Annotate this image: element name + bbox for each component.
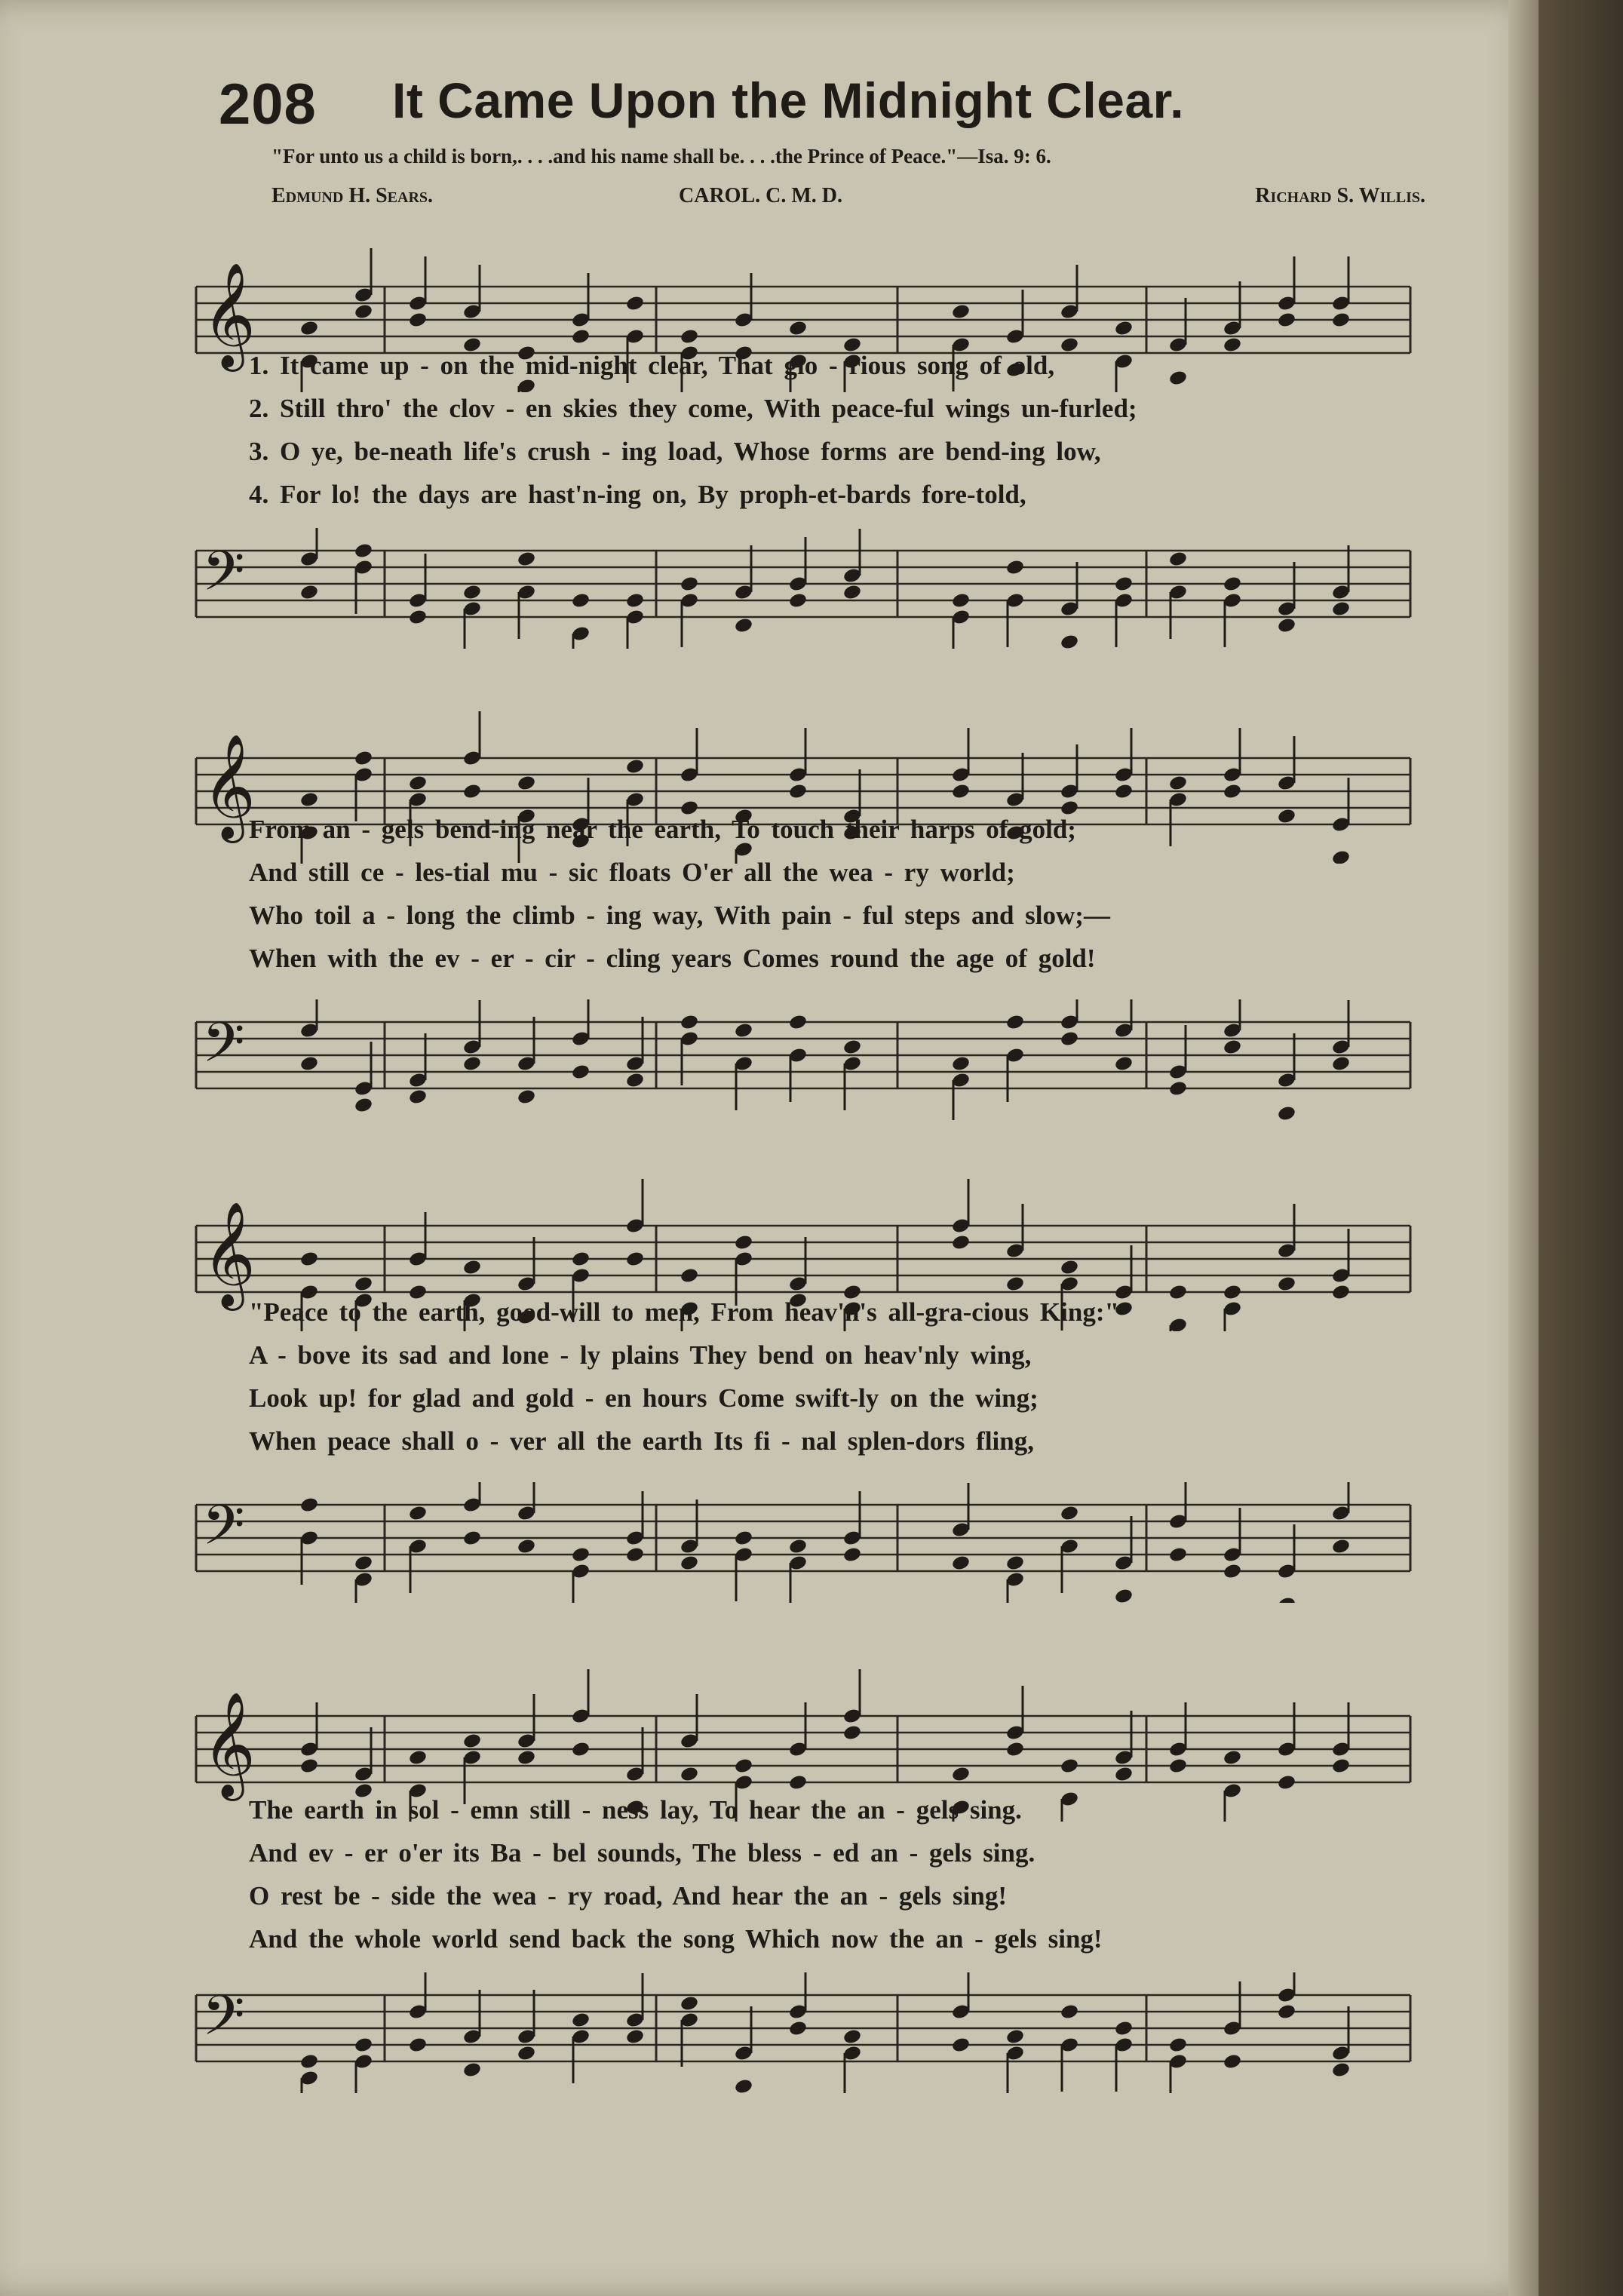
note-head xyxy=(354,1275,373,1293)
note-head xyxy=(1277,617,1296,634)
note-head xyxy=(354,2037,373,2054)
note-head xyxy=(951,783,971,800)
note-head xyxy=(299,1496,319,1514)
bass-clef-icon: 𝄢 xyxy=(202,539,245,616)
note-head xyxy=(408,1088,428,1106)
note-head xyxy=(734,1530,753,1547)
music-system-1 xyxy=(189,211,1418,649)
music-system-4 xyxy=(189,1641,1418,2108)
note-head xyxy=(734,1234,753,1251)
note-head xyxy=(1223,2053,1242,2070)
note-head xyxy=(299,791,319,809)
note-head xyxy=(625,1251,645,1268)
note-head xyxy=(1223,783,1242,800)
lyric-verse-2: 2. Still thro' the clov - en skies they come, With peace-ful wings un-furled; xyxy=(249,394,1137,423)
note-head xyxy=(408,2037,428,2054)
note-head xyxy=(1223,1749,1242,1767)
lyric-verse-3: O rest be - side the wea - ry road, And hear the an - gels sing! xyxy=(249,1881,1008,1911)
note-head xyxy=(517,775,536,792)
lyric-verse-2: A - bove its sad and lone - ly plains They bend on heav'nly wing, xyxy=(249,1340,1032,1370)
note-head xyxy=(842,1724,862,1742)
note-head xyxy=(1277,2003,1296,2021)
page-edge xyxy=(1508,0,1539,2296)
bass-staff xyxy=(189,1482,1418,1603)
bass-clef-icon: 𝄢 xyxy=(202,1493,245,1570)
note-head xyxy=(299,1055,319,1073)
note-head xyxy=(1168,551,1188,568)
hymn-title: It Came Upon the Midnight Clear. xyxy=(392,72,1185,128)
note-head xyxy=(842,584,862,601)
note-head xyxy=(842,1039,862,1056)
hymn-number: 208 xyxy=(219,72,317,137)
note-head xyxy=(680,576,699,593)
note-head xyxy=(951,1766,971,1783)
note-head xyxy=(1277,1105,1296,1120)
note-head xyxy=(1005,1275,1025,1293)
note-head xyxy=(951,1055,971,1073)
note-head xyxy=(1331,312,1351,329)
lyrics-block xyxy=(249,815,1425,996)
note-head xyxy=(571,1546,591,1564)
note-head xyxy=(462,584,482,601)
note-head xyxy=(788,783,808,800)
note-head xyxy=(1331,1538,1351,1555)
note-head xyxy=(517,2045,536,2062)
note-head xyxy=(1005,1555,1025,1572)
treble-clef-icon: 𝄞 xyxy=(202,1692,256,1797)
note-head xyxy=(842,2028,862,2046)
note-head xyxy=(680,1995,699,2012)
note-head xyxy=(408,609,428,626)
note-head xyxy=(788,320,808,337)
note-head xyxy=(1114,1055,1134,1073)
note-head xyxy=(951,1234,971,1251)
note-head xyxy=(354,1555,373,1572)
note-head xyxy=(625,2028,645,2046)
bass-clef-icon: 𝄢 xyxy=(202,1010,245,1088)
note-head xyxy=(571,1064,591,1081)
lyric-verse-1: "Peace to the earth, good-will to men, From heav'n's all-gra-cious King:" xyxy=(249,1297,1119,1327)
note-head xyxy=(571,592,591,609)
note-head xyxy=(1114,576,1134,593)
lyric-verse-1: From an - gels bend-ing near the earth, To touch their harps of gold; xyxy=(249,815,1076,844)
note-head xyxy=(299,1251,319,1268)
note-head xyxy=(1060,800,1079,817)
note-head xyxy=(408,775,428,792)
note-head xyxy=(1168,1757,1188,1775)
note-head xyxy=(571,328,591,345)
note-head xyxy=(1168,1546,1188,1564)
note-head xyxy=(1005,1014,1025,1031)
note-head xyxy=(734,1757,753,1775)
note-head xyxy=(1005,559,1025,576)
treble-clef-icon: 𝄞 xyxy=(202,734,256,839)
note-head xyxy=(299,584,319,601)
note-head xyxy=(1114,783,1134,800)
note-head xyxy=(951,592,971,609)
note-head xyxy=(625,592,645,609)
note-head xyxy=(788,1774,808,1791)
lyrics-block xyxy=(249,1795,1425,1976)
note-head xyxy=(354,542,373,560)
note-head xyxy=(1168,2037,1188,2054)
bass-staff xyxy=(189,1972,1418,2093)
note-head xyxy=(788,1014,808,1031)
lyrics-block xyxy=(249,351,1425,532)
note-head xyxy=(1114,320,1134,337)
note-head xyxy=(680,328,699,345)
lyric-verse-3: 3. O ye, be-neath life's crush - ing load, Whose forms are bend-ing low, xyxy=(249,437,1101,466)
bass-staff xyxy=(189,999,1418,1120)
note-head xyxy=(625,295,645,312)
bass-clef-icon: 𝄢 xyxy=(202,1983,245,2061)
note-head xyxy=(408,312,428,329)
note-head xyxy=(571,2012,591,2029)
note-head xyxy=(1331,1055,1351,1073)
lyric-verse-1: The earth in sol - emn still - ness lay, To hear the an - gels sing. xyxy=(249,1795,1022,1825)
note-head xyxy=(788,1538,808,1555)
note-head xyxy=(1060,1259,1079,1276)
note-head xyxy=(1005,1741,1025,1758)
credits-row xyxy=(272,184,1425,214)
tune-name: CAROL. C. M. D. xyxy=(679,184,842,207)
note-head xyxy=(1114,1588,1134,1603)
note-head xyxy=(571,1251,591,1268)
note-head xyxy=(299,320,319,337)
hymn-header xyxy=(219,72,1425,137)
note-head xyxy=(1114,2020,1134,2037)
note-head xyxy=(842,1546,862,1564)
note-head xyxy=(1277,1596,1296,1603)
note-head xyxy=(299,1757,319,1775)
note-head xyxy=(1060,2003,1079,2021)
scripture-epigraph: "For unto us a child is born,. . . .and his name shall be. . . .the Prince of Peace."—Isa. 9: 6. xyxy=(272,145,1051,167)
note-head xyxy=(1331,600,1351,618)
lyrics-block xyxy=(249,1297,1425,1478)
note-head xyxy=(625,1546,645,1564)
note-head xyxy=(1060,634,1079,649)
book-backing xyxy=(1539,0,1623,2296)
note-head xyxy=(951,303,971,321)
note-head xyxy=(680,1014,699,1031)
note-head xyxy=(1168,1080,1188,1097)
note-head xyxy=(517,1088,536,1106)
note-head xyxy=(354,1097,373,1114)
note-head xyxy=(734,617,753,634)
note-head xyxy=(1060,1030,1079,1048)
composer-credit: Richard S. Willis. xyxy=(1255,184,1425,207)
note-head xyxy=(1223,1563,1242,1580)
note-head xyxy=(462,1733,482,1750)
music-system-3 xyxy=(189,1150,1418,1618)
note-head xyxy=(1277,1774,1296,1791)
note-head xyxy=(1331,2061,1351,2079)
lyric-verse-4: When with the ev - er - cir - cling years Comes round the age of gold! xyxy=(249,944,1096,973)
lyric-verse-4: And the whole world send back the song Which now the an - gels sing! xyxy=(249,1924,1103,1954)
note-head xyxy=(1277,1275,1296,1293)
note-head xyxy=(788,2020,808,2037)
note-head xyxy=(1277,312,1296,329)
note-head xyxy=(462,1259,482,1276)
lyric-verse-4: When peace shall o - ver all the earth Its fi - nal splen-dors fling, xyxy=(249,1426,1034,1456)
lyric-verse-3: Who toil a - long the climb - ing way, With pain - ful steps and slow;— xyxy=(249,901,1110,930)
note-head xyxy=(788,592,808,609)
note-head xyxy=(462,783,482,800)
treble-clef-icon: 𝄞 xyxy=(202,262,256,367)
lyric-verse-3: Look up! for glad and gold - en hours Come swift-ly on the wing; xyxy=(249,1383,1039,1413)
lyric-verse-4: 4. For lo! the days are hast'n-ing on, By proph-et-bards fore-told, xyxy=(249,480,1026,509)
note-head xyxy=(951,1555,971,1572)
note-head xyxy=(1114,1766,1134,1783)
note-head xyxy=(408,1505,428,1522)
note-head xyxy=(951,2037,971,2054)
note-head xyxy=(462,2061,482,2079)
note-head xyxy=(680,1766,699,1783)
note-head xyxy=(1331,1757,1351,1775)
note-head xyxy=(625,1072,645,1089)
music-system-2 xyxy=(189,683,1418,1135)
note-head xyxy=(680,800,699,817)
note-head xyxy=(354,750,373,767)
note-head xyxy=(1060,1757,1079,1775)
lyricist-credit: Edmund H. Sears. xyxy=(272,184,434,207)
note-head xyxy=(1005,2028,1025,2046)
note-head xyxy=(517,551,536,568)
note-head xyxy=(680,1555,699,1572)
note-head xyxy=(1223,1039,1242,1056)
note-head xyxy=(462,1530,482,1547)
note-head xyxy=(734,1022,753,1039)
lyric-verse-2: And ev - er o'er its Ba - bel sounds, The bless - ed an - gels sing. xyxy=(249,1838,1035,1868)
treble-clef-icon: 𝄞 xyxy=(202,1202,256,1306)
note-head xyxy=(680,1267,699,1285)
note-head xyxy=(408,1749,428,1767)
note-head xyxy=(517,1749,536,1767)
note-head xyxy=(299,2053,319,2070)
note-head xyxy=(354,303,373,321)
lyric-verse-1: 1. It came up - on the mid-night clear, That glo - rious song of old, xyxy=(249,351,1055,380)
note-head xyxy=(625,758,645,775)
note-head xyxy=(1168,775,1188,792)
note-head xyxy=(571,1741,591,1758)
note-head xyxy=(462,1055,482,1073)
note-head xyxy=(734,2078,753,2093)
bass-staff xyxy=(189,528,1418,649)
note-head xyxy=(1060,1505,1079,1522)
lyric-verse-2: And still ce - les-tial mu - sic floats O'er all the wea - ry world; xyxy=(249,858,1015,887)
note-head xyxy=(1223,576,1242,593)
note-head xyxy=(517,1538,536,1555)
